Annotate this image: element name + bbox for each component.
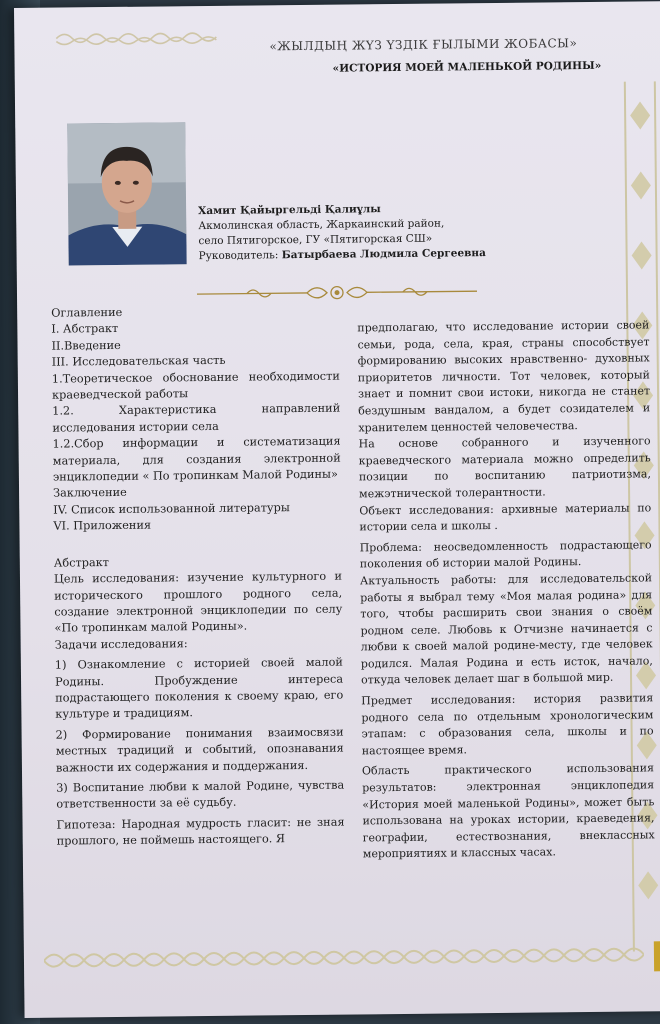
project-title: «ИСТОРИЯ МОЕЙ МАЛЕНЬКОЙ РОДИНЫ» [332,59,602,75]
paragraph-relevance: Актуальность работы: для исследовательской работы я выбрал тему «Моя малая родина» для того, чтобы расширить свои знания о своём родном селе. Любовь к Отчизне начинается с любви к своей малой родине-месту, где человек родился. Малая Родина и есть исток, начало, откуда человек делает шаг в большой мир. [359,571,653,687]
book-page [14,1,660,1018]
task-3: 3) Воспитание любви к малой Родине, чувства ответственности за её судьбу. [56,778,345,811]
paragraph-application: Область практического использования результатов: электронная энциклопедия «История моей маленькой Родины», может быть использована на уроках истории, краеведения, географии, естествознания, внеклассных мероприятиях и классных часах. [361,761,655,861]
toc-item: IV. Список использованной литературы [53,501,290,517]
toc-item: VI. Приложения [53,518,152,533]
series-title: «ЖЫЛДЫҢ ЖҮЗ ҮЗДІК ҒЫЛЫМИ ЖОБАСЫ» [269,36,578,54]
portrait-image [67,122,186,265]
paragraph-subject: Предмет исследования: история развития родного села по отдельным хронологическим этапам: с образования села, школы и по настоящее время. [361,691,654,758]
author-name: Хамит Қайыргельді Қалиұлы [198,203,381,218]
left-column [51,303,345,851]
author-block [198,201,486,264]
top-ornament [54,28,224,48]
toc-item: Заключение [53,486,127,501]
task-1: 1) Ознакомление с историей своей малой Родины. Пробуждение интереса подрастающего поколения к своему краю, его культуре и традициям. [54,655,344,721]
supervisor-label: Руководитель: [198,249,279,263]
paragraph-basis: На основе собранного и изученного краеведческого материала можно определить позиции по воспитанию патриотизма, межэтнической толерантности. [358,434,651,501]
toc-item: 1.Теоретическое обоснование необходимости краеведческой работы [51,369,340,402]
paragraph-object: Объект исследования: архивные материалы по истории села и школы . [359,500,652,534]
author-school: село Пятигорское, ГУ «Пятигорская СШ» [198,232,433,248]
toc-item: II.Введение [51,338,121,353]
toc-item: I. Абстракт [51,322,119,337]
tasks-title: Задачи исследования: [54,636,188,652]
toc-title: Оглавление [51,305,123,320]
bottom-ornament [44,939,644,975]
paragraph-problem: Проблема: неосведомленность подрастающего поколения об истории малой Родины. [359,538,652,571]
task-2: 2) Формирование понимания взаимосвязи местных традиций и событий, опознавания важности их содержания и поддержания. [55,725,344,775]
supervisor-line [199,246,486,264]
toc-item: III. Исследовательская часть [51,354,226,369]
toc-item: 1.2.Сбор информации и систематизация материала, для создания электронной энциклопедии « По тропинкам Малой Родины» [52,434,341,484]
hypothesis: Гипотеза: Народная мудрость гласит: не зная прошлого, не поймешь настоящего. Я [56,815,345,848]
supervisor-name: Батырбаева Людмила Сергеевна [281,247,486,262]
author-region: Акмолинская область, Жаркаинский район, [198,217,445,233]
author-photo [67,122,186,265]
abstract-goal: Цель исследования: изучение культурного и исторического прошлого родного села, создание электронной энциклопедии по селу «По тропинкам малой Родины». [53,569,343,635]
toc-item: 1.2. Характеристика направлений исследования истории села [52,402,341,435]
page-tab-badge [654,941,660,971]
right-column [357,317,655,863]
abstract-title: Абстракт [53,555,110,570]
paragraph-hypothesis-cont: предполагаю, что исследование истории своей семьи, рода, села, края, страны способствует формированию высоких нравственно- духовных приоритетов личности. Тот человек, который знает и помнит свои истоки, никогда не станет бездушным вандалом, а будет созидателем и хранителем ценностей человечества. [357,318,651,434]
